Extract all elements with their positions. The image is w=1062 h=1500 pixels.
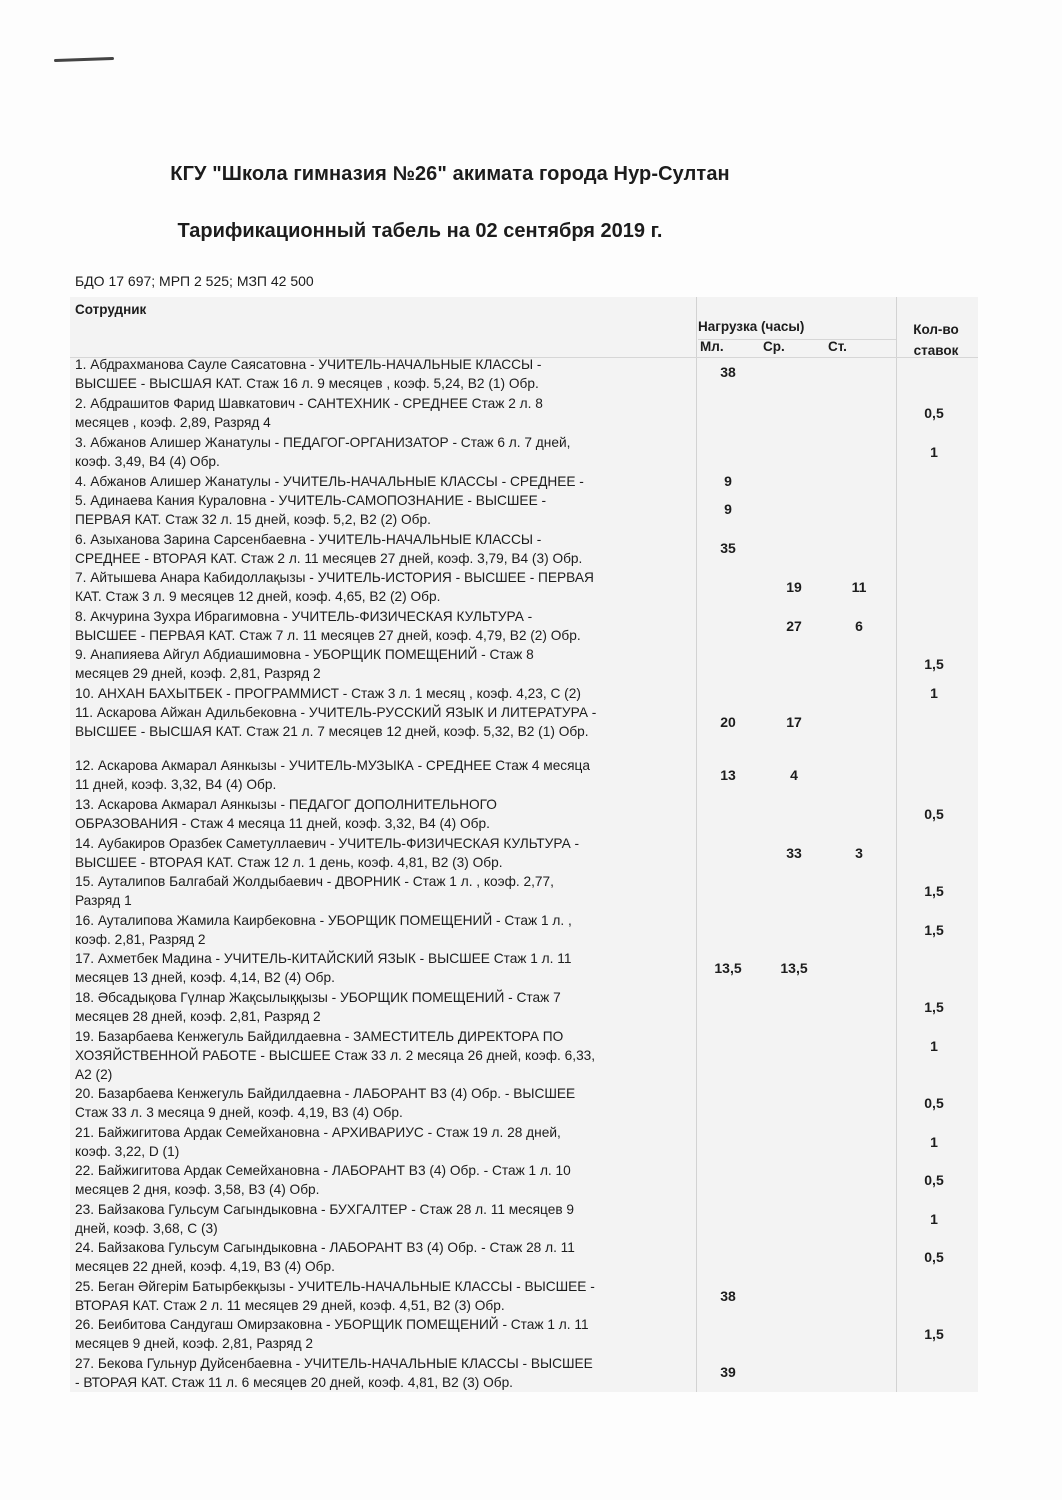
employee-description: 27. Бекова Гульнур Дуйсенбаевна - УЧИТЕЛЬ-НАЧАЛЬНЫЕ КЛАССЫ - ВЫСШЕЕ - ВТОРАЯ КАТ. Стаж 11 л. 6 месяцев 20 дней, коэф. 4,81, B2 (3) Обр. (75, 1356, 593, 1390)
employee-description: 26. Беибитова Сандугаш Омирзаковна - УБОРЩИК ПОМЕЩЕНИЙ - Стаж 1 л. 11 месяцев 9 дней, коэф. 2,81, Разряд 2 (75, 1317, 589, 1351)
employee-description: 16. Ауталипова Жамила Каирбековна - УБОРЩИК ПОМЕЩЕНИЙ - Стаж 1 л. , коэф. 2,81, Разряд 2 (75, 913, 572, 947)
employee-description: 4. Абжанов Алишер Жанатулы - УЧИТЕЛЬ-НАЧАЛЬНЫЕ КЛАССЫ - СРЕДНЕЕ - (75, 474, 584, 489)
employee-description: 23. Байзакова Гульсум Сагындыковна - БУХГАЛТЕР - Стаж 28 л. 11 месяцев 9 дней, коэф. 3,68, C (3) (75, 1202, 575, 1236)
cell-ml: 9 (724, 473, 732, 489)
employee-description: 14. Аубакиров Оразбек Саметуллаевич - УЧИТЕЛЬ-ФИЗИЧЕСКАЯ КУЛЬТУРА - ВЫСШЕЕ - ВТОРАЯ КАТ. Стаж 12 л. 1 день, коэф. 4,81, B2 (3) Обр. (75, 836, 580, 870)
employee-description: 18. Әбсадықова Гүлнар Жақсылыққызы - УБОРЩИК ПОМЕЩЕНИЙ - Стаж 7 месяцев 28 дней, коэф. 2,81, Разряд 2 (75, 990, 561, 1024)
employee-description: 10. АНХАН БАХЫТБЕК - ПРОГРАММИСТ - Стаж 3 л. 1 месяц , коэф. 4,23, C (2) (75, 686, 581, 701)
employee-description: 13. Аскарова Акмарал Аянкызы - ПЕДАГОГ ДОПОЛНИТЕЛЬНОГО ОБРАЗОВАНИЯ - Стаж 4 месяца 11 дней, коэф. 3,32, B4 (4) Обр. (75, 797, 497, 831)
cell-st: 6 (855, 618, 863, 634)
cell-ml: 13 (720, 767, 736, 783)
cell-rate: 1,5 (924, 656, 944, 672)
employee-description: 19. Базарбаева Кенжегуль Байдилдаевна - ЗАМЕСТИТЕЛЬ ДИРЕКТОРА ПО ХОЗЯЙСТВЕННОЙ РАБОТЕ - ВЫСШЕЕ Стаж 33 л. 2 месяца 26 дней, коэф. 6,33, A2 (2) (75, 1029, 596, 1082)
employee-description: 22. Байжигитова Ардак Семейхановна - ЛАБОРАНТ B3 (4) Обр. - Стаж 1 л. 10 месяцев 2 дня, коэф. 3,58, B3 (4) Обр. (75, 1163, 571, 1197)
employee-description: 20. Базарбаева Кенжегуль Байдилдаевна - ЛАБОРАНТ B3 (4) Обр. - ВЫСШЕЕ Стаж 33 л. 3 месяца 9 дней, коэф. 4,19, B3 (4) Обр. (75, 1086, 576, 1120)
cell-st: 11 (851, 579, 867, 595)
employee-description: 21. Байжигитова Ардак Семейхановна - АРХИВАРИУС - Стаж 19 л. 28 дней, коэф. 3,22, D (1) (75, 1125, 561, 1159)
employee-description: 25. Беган Әйгерім Батырбекқызы - УЧИТЕЛЬ-НАЧАЛЬНЫЕ КЛАССЫ - ВЫСШЕЕ - ВТОРАЯ КАТ. Стаж 2 л. 11 месяцев 29 дней, коэф. 4,51, B2 (3) Обр. (75, 1279, 595, 1313)
employee-description: 9. Анапияева Айгул Абдиашимовна - УБОРЩИК ПОМЕЩЕНИЙ - Стаж 8 месяцев 29 дней, коэф. 2,81, Разряд 2 (75, 647, 534, 681)
cell-rate: 1,5 (924, 1326, 944, 1342)
cell-sr: 33 (786, 845, 802, 861)
cell-ml: 9 (724, 501, 732, 517)
employee-description: 3. Абжанов Алишер Жанатулы - ПЕДАГОГ-ОРГАНИЗАТОР - Стаж 6 л. 7 дней, коэф. 3,49, B4 (4) Обр. (75, 435, 571, 469)
cell-rate: 1 (930, 1211, 938, 1227)
cell-sr: 19 (786, 579, 802, 595)
employee-description: 11. Аскарова Айжан Адильбековна - УЧИТЕЛЬ-РУССКИЙ ЯЗЫК И ЛИТЕРАТУРА - ВЫСШЕЕ - ВЫСШАЯ КАТ. Стаж 21 л. 7 месяцев 12 дней, коэф. 5,32, B2 (1) Обр. (75, 705, 597, 739)
employee-description: 15. Ауталипов Балгабай Жолдыбаевич - ДВОРНИК - Стаж 1 л. , коэф. 2,77, Разряд 1 (75, 874, 554, 908)
cell-rate: 0,5 (924, 1095, 944, 1111)
base-parameters: БДО 17 697; МРП 2 525; МЗП 42 500 (75, 273, 314, 289)
scan-pen-mark (54, 57, 114, 62)
cell-rate: 1 (930, 1134, 938, 1150)
cell-rate: 1,5 (924, 999, 944, 1015)
employee-description: 24. Байзакова Гульсум Сагындыковна - ЛАБОРАНТ B3 (4) Обр. - Стаж 28 л. 11 месяцев 22 дней, коэф. 4,19, B3 (4) Обр. (75, 1240, 575, 1274)
header-rate-count: Кол-во ставок (913, 322, 959, 358)
cell-rate: 0,5 (924, 806, 944, 822)
cell-ml: 38 (720, 1288, 736, 1304)
employee-description: 7. Айтышева Анара Кабидоллақызы - УЧИТЕЛЬ-ИСТОРИЯ - ВЫСШЕЕ - ПЕРВАЯ КАТ. Стаж 3 л. 9 месяцев 12 дней, коэф. 4,65, B2 (2) Обр. (75, 570, 594, 604)
cell-ml: 38 (720, 364, 736, 380)
cell-rate: 1,5 (924, 922, 944, 938)
cell-rate: 1,5 (924, 883, 944, 899)
cell-rate: 0,5 (924, 1249, 944, 1265)
cell-rate: 0,5 (924, 1172, 944, 1188)
cell-rate: 1 (930, 1038, 938, 1054)
document-title: Тарификационный табель на 02 сентября 2019 г. (177, 220, 663, 242)
employee-description: 1. Абдрахманова Сауле Саясатовна - УЧИТЕЛЬ-НАЧАЛЬНЫЕ КЛАССЫ - ВЫСШЕЕ - ВЫСШАЯ КАТ. Стаж 16 л. 9 месяцев , коэф. 5,24, B2 (1) Обр. (75, 357, 542, 391)
header-load-hours: Нагрузка (часы) (698, 319, 805, 334)
header-st: Ст. (828, 339, 847, 354)
cell-st: 3 (855, 845, 863, 861)
cell-rate: 0,5 (924, 405, 944, 421)
tariff-table (70, 297, 978, 1392)
employee-description: 2. Абдрашитов Фарид Шавкатович - САНТЕХНИК - СРЕДНЕЕ Стаж 2 л. 8 месяцев , коэф. 2,89, Разряд 4 (75, 396, 543, 430)
cell-sr: 27 (786, 618, 802, 634)
cell-sr: 13,5 (780, 960, 808, 976)
cell-sr: 4 (790, 767, 798, 783)
employee-description: 12. Аскарова Акмарал Аянкызы - УЧИТЕЛЬ-МУЗЫКА - СРЕДНЕЕ Стаж 4 месяца 11 дней, коэф. 3,32, B4 (4) Обр. (75, 758, 591, 792)
header-ml: Мл. (700, 339, 724, 354)
cell-rate: 1 (930, 685, 938, 701)
cell-ml: 39 (720, 1364, 736, 1380)
employee-description: 6. Азыханова Зарина Сарсенбаевна - УЧИТЕЛЬ-НАЧАЛЬНЫЕ КЛАССЫ - СРЕДНЕЕ - ВТОРАЯ КАТ. Стаж 2 л. 11 месяцев 27 дней, коэф. 3,79, B4 (3) Обр. (75, 532, 583, 566)
cell-sr: 17 (786, 714, 802, 730)
header-sr: Ср. (763, 339, 785, 354)
employee-description: 5. Адинаева Кания Кураловна - УЧИТЕЛЬ-САМОПОЗНАНИЕ - ВЫСШЕЕ - ПЕРВАЯ КАТ. Стаж 32 л. 15 дней, коэф. 5,2, B2 (2) Обр. (75, 493, 547, 527)
cell-ml: 13,5 (714, 960, 742, 976)
cell-ml: 35 (720, 540, 736, 556)
cell-ml: 20 (720, 714, 736, 730)
cell-rate: 1 (930, 444, 938, 460)
organization-title: КГУ "Школа гимназия №26" акимата города Нур-Султан (170, 163, 730, 185)
employee-description: 8. Акчурина Зухра Ибрагимовна - УЧИТЕЛЬ-ФИЗИЧЕСКАЯ КУЛЬТУРА - ВЫСШЕЕ - ПЕРВАЯ КАТ. Стаж 7 л. 11 месяцев 27 дней, коэф. 4,79, B2 (2) Обр. (75, 609, 581, 643)
header-employee: Сотрудник (75, 302, 147, 317)
employee-description: 17. Ахметбек Мадина - УЧИТЕЛЬ-КИТАЙСКИЙ ЯЗЫК - ВЫСШЕЕ Стаж 1 л. 11 месяцев 13 дней, коэф. 4,14, B2 (4) Обр. (75, 951, 572, 985)
